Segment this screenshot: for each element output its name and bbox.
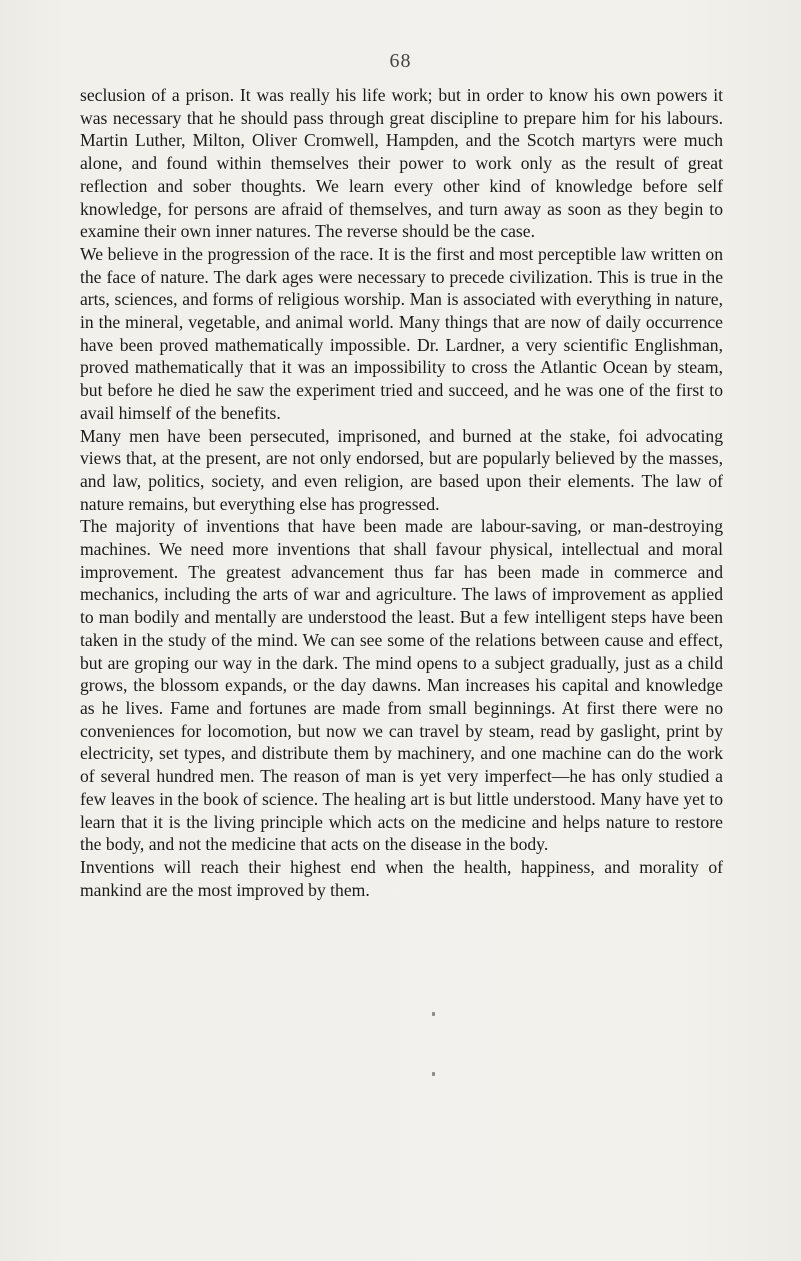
paragraph-1: seclusion of a prison. It was really his life work; but in order to know his own powers it was necessary that he should pass through great discipline to prepare him for his labours. Martin Luther, Milton, Oliver Cromwell, Hampden, and the Scotch martyrs were much alone, and found within themselves their power to work only as the result of great reflection and sober thoughts. We learn every other kind of knowledge before self knowledge, for persons are afraid of themselves, and turn away as soon as they begin to examine their own inner natures. The reverse should be the case.	[80, 85, 723, 242]
ink-speck	[432, 1012, 435, 1016]
paragraph-2: We believe in the progression of the race. It is the first and most perceptible law written on the face of nature. The dark ages were necessary to precede civilization. This is true in the arts, sciences, and forms of religious worship. Man is associated with everything in nature, in the mineral, vegetable, and animal world. Many things that are now of daily occurrence have been proved mathematically impossible. Dr. Lardner, a very scientific Englishman, proved mathematically that it was an impossibility to cross the Atlantic Ocean by steam, but before he died he saw the experiment tried and succeed, and he was one of the first to avail himself of the benefits.	[80, 243, 723, 423]
page-number: 68	[389, 50, 412, 72]
paragraph-5: Inventions will reach their highest end when the health, happiness, and morality of mankind are the most improved by them.	[80, 856, 723, 900]
paragraph-4: The majority of inventions that have been made are labour-saving, or man-destroying machines. We need more inventions that shall favour physical, intellectual and moral improvement. The greatest advancement thus far has been made in commerce and mechanics, including the arts of war and agriculture. The laws of improvement as applied to man bodily and mentally are understood the least. But a few intelligent steps have been taken in the study of the mind. We can see some of the relations between cause and effect, but are groping our way in the dark. The mind opens to a subject gradually, just as a child grows, the blossom expands, or the day dawns. Man increases his capital and knowledge as he lives. Fame and fortunes are made from small beginnings. At first there were no conveniences for locomotion, but now we can travel by steam, read by gaslight, print by electricity, set types, and distribute them by machinery, and one machine can do the work of several hundred men. The reason of man is yet very imperfect—he has only studied a few leaves in the book of science. The healing art is but little understood. Many have yet to learn that it is the living principle which acts on the medicine and helps nature to restore the body, and not the medicine that acts on the disease in the body.	[80, 516, 723, 855]
body-text	[80, 84, 723, 901]
paragraph-3: Many men have been persecuted, imprisoned, and burned at the stake, foi advocating views that, at the present, are not only endorsed, but are popularly believed by the masses, and law, politics, society, and even religion, are based upon their elements. The law of nature remains, but everything else has progressed.	[80, 425, 723, 514]
ink-speck	[432, 1072, 435, 1076]
